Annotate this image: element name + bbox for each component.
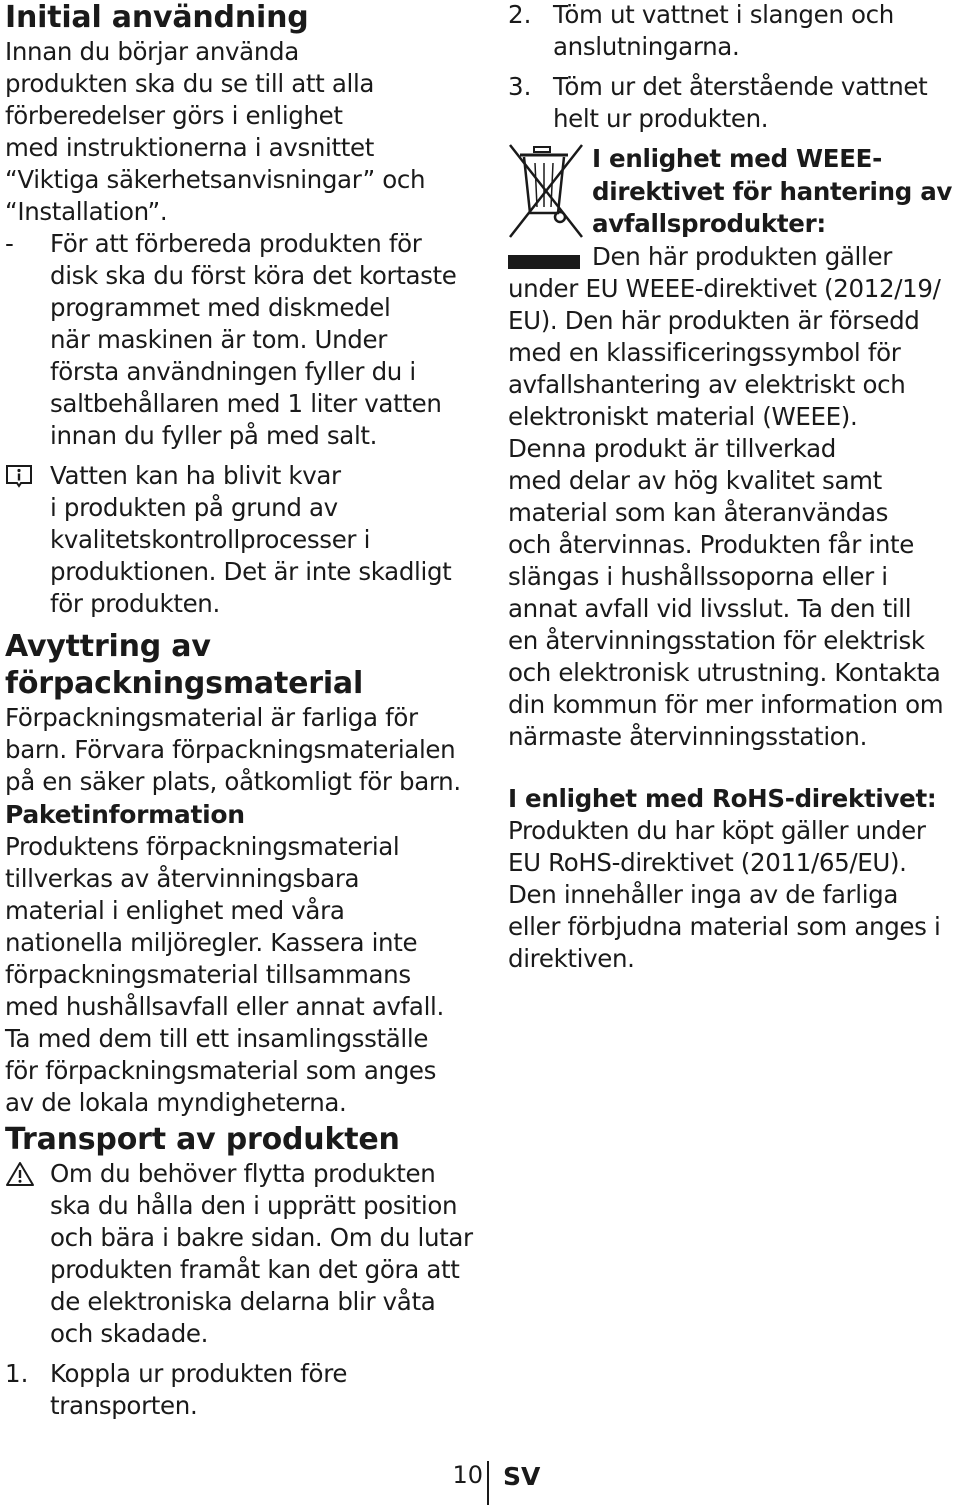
text-line: direktiven. [508,943,635,973]
info-note [5,460,475,620]
text-line: barn. Förvara förpackningsmaterialen [5,735,456,764]
text-line: material i enlighet med våra [5,896,345,925]
left-column [5,0,475,1422]
text-line: och bära i bakre sidan. Om du lutar [50,1223,473,1252]
text-line: eller förbjudna material som anges i [508,911,941,941]
text-line: För att förbereda produkten för [50,229,422,258]
right-column [508,0,960,975]
text-line: Töm ut vattnet i slangen och [553,0,894,29]
transport-heading: Transport av produkten [5,1122,400,1157]
footer-divider [487,1461,489,1505]
package-info-text [5,831,475,1119]
text-line: och skadade. [50,1319,209,1348]
text-line: Produktens förpackningsmaterial [5,832,400,861]
language-code: SV [503,1462,541,1491]
text-line: helt ur produkten. [553,104,769,133]
text-line: Ta med dem till ett insamlingsställe [5,1024,429,1053]
text-line: Produkten du har köpt gäller under [508,815,926,845]
info-note-text [50,460,475,620]
text-line: på en säker plats, oåtkomligt för barn. [5,767,461,796]
text-line: Denna produkt är tillverkad [508,433,836,463]
weee-text [508,273,960,753]
numbered-step [5,1358,475,1422]
bullet-item [5,228,475,452]
text-line: av de lokala myndigheterna. [5,1088,347,1117]
package-info-heading: Paketinformation [5,800,245,829]
packaging-disposal-section [5,628,475,798]
text-line: Om du behöver flytta produkten [50,1159,436,1188]
text-line: när maskinen är tom. Under [50,325,387,354]
transport-section [5,1121,475,1422]
package-info-section [5,798,475,1119]
text-line: tillverkas av återvinningsbara [5,864,360,893]
text-line: förberedelser görs i enlighet [5,101,343,130]
text-line: Den innehåller inga av de farliga [508,879,899,909]
numbered-step [508,0,960,63]
text-line: nationella miljöregler. Kassera inte [5,928,418,957]
initial-use-heading: Initial användning [5,0,309,35]
text-line: programmet med diskmedel [50,293,391,322]
text-line: och återvinnas. Produkten får inte [508,529,914,559]
warning-icon [5,1158,50,1190]
text-line: Vatten kan ha blivit kvar [50,461,341,490]
text-line: annat avfall vid livsslut. Ta den till [508,593,912,623]
text-line: förpackningsmaterial tillsammans [5,960,411,989]
warning-text [50,1158,475,1350]
text-line: Förpackningsmaterial är farliga för [5,703,418,732]
text-line: slängas i hushållssoporna eller i [508,561,888,591]
text-line: första användningen fyller du i [50,357,416,386]
heading-line: Avyttring av [5,629,211,664]
text-line: innan du fyller på med salt. [50,421,378,450]
bullet-text [50,228,475,452]
heading-line: I enlighet med WEEE- [592,144,882,173]
initial-use-intro [5,36,475,228]
packaging-disposal-heading [5,628,475,702]
warning-note [5,1158,475,1350]
bullet-marker: - [5,229,14,258]
heading-line: avfallsprodukter: [592,209,826,238]
text-line: för produkten. [50,589,220,618]
heading-line: förpackningsmaterial [5,666,364,701]
step-text [553,0,960,63]
numbered-step [508,71,960,135]
step-text [553,71,960,135]
step-number: 3. [508,72,532,101]
text-line: disk ska du först köra det kortaste [50,261,457,290]
text-line: närmaste återvinningsstation. [508,721,868,751]
text-line: med instruktionerna i avsnittet [5,133,374,162]
text-line: för förpackningsmaterial som anges [5,1056,437,1085]
packaging-disposal-text [5,702,475,798]
text-line: avfallshantering av elektriskt och [508,369,906,399]
text-line: under EU WEEE-direktivet (2012/19/ [508,273,941,303]
text-line: med en klassificeringssymbol för [508,337,901,367]
step-number: 2. [508,0,532,29]
text-line: Innan du börjar använda [5,37,299,66]
page-number: 10 [452,1461,483,1489]
heading-line: direktivet för hantering av [592,176,953,206]
rohs-heading: I enlighet med RoHS-direktivet: [508,783,937,813]
rohs-section [508,783,960,975]
text-line: produkten framåt kan det göra att [50,1255,460,1284]
text-line: i produkten på grund av [50,493,338,522]
text-line: med delar av hög kvalitet samt [508,465,882,495]
text-line: transporten. [50,1391,198,1420]
info-icon [5,460,50,492]
text-line: produkten ska du se till att alla [5,69,375,98]
text-line: de elektroniska delarna blir våta [50,1287,436,1316]
text-line: med hushållsavfall eller annat avfall. [5,992,444,1021]
text-line: EU RoHS-direktivet (2011/65/EU). [508,847,907,877]
text-line: Koppla ur produkten före [50,1359,348,1388]
text-line: “Viktiga säkerhetsanvisningar” och [5,165,426,194]
text-line: elektroniskt material (WEEE). [508,401,858,431]
weee-section [508,143,960,753]
text-line: och elektronisk utrustning. Kontakta [508,657,941,687]
text-line: ska du hålla den i upprätt position [50,1191,458,1220]
initial-use-section [5,0,475,620]
page-footer [0,1457,960,1507]
rohs-text [508,815,960,975]
crossed-out-wheelie-bin-icon [508,143,584,243]
text-line: din kommun för mer information om [508,689,944,719]
text-line: anslutningarna. [553,32,740,61]
weee-separator-bar [508,255,580,269]
text-line: saltbehållaren med 1 liter vatten [50,389,442,418]
text-line: en återvinningsstation för elektrisk [508,625,925,655]
text-line: produktionen. Det är inte skadligt [50,557,452,586]
text-line: material som kan återanvändas [508,497,889,527]
weee-first-line: Den här produkten gäller [592,241,892,271]
text-line: EU). Den här produkten är försedd [508,305,920,335]
step-text [50,1358,475,1422]
step-number: 1. [5,1359,29,1388]
text-line: kvalitetskontrollprocesser i [50,525,371,554]
text-line: Töm ur det återstående vattnet [553,72,928,101]
text-line: “Installation”. [5,197,168,226]
